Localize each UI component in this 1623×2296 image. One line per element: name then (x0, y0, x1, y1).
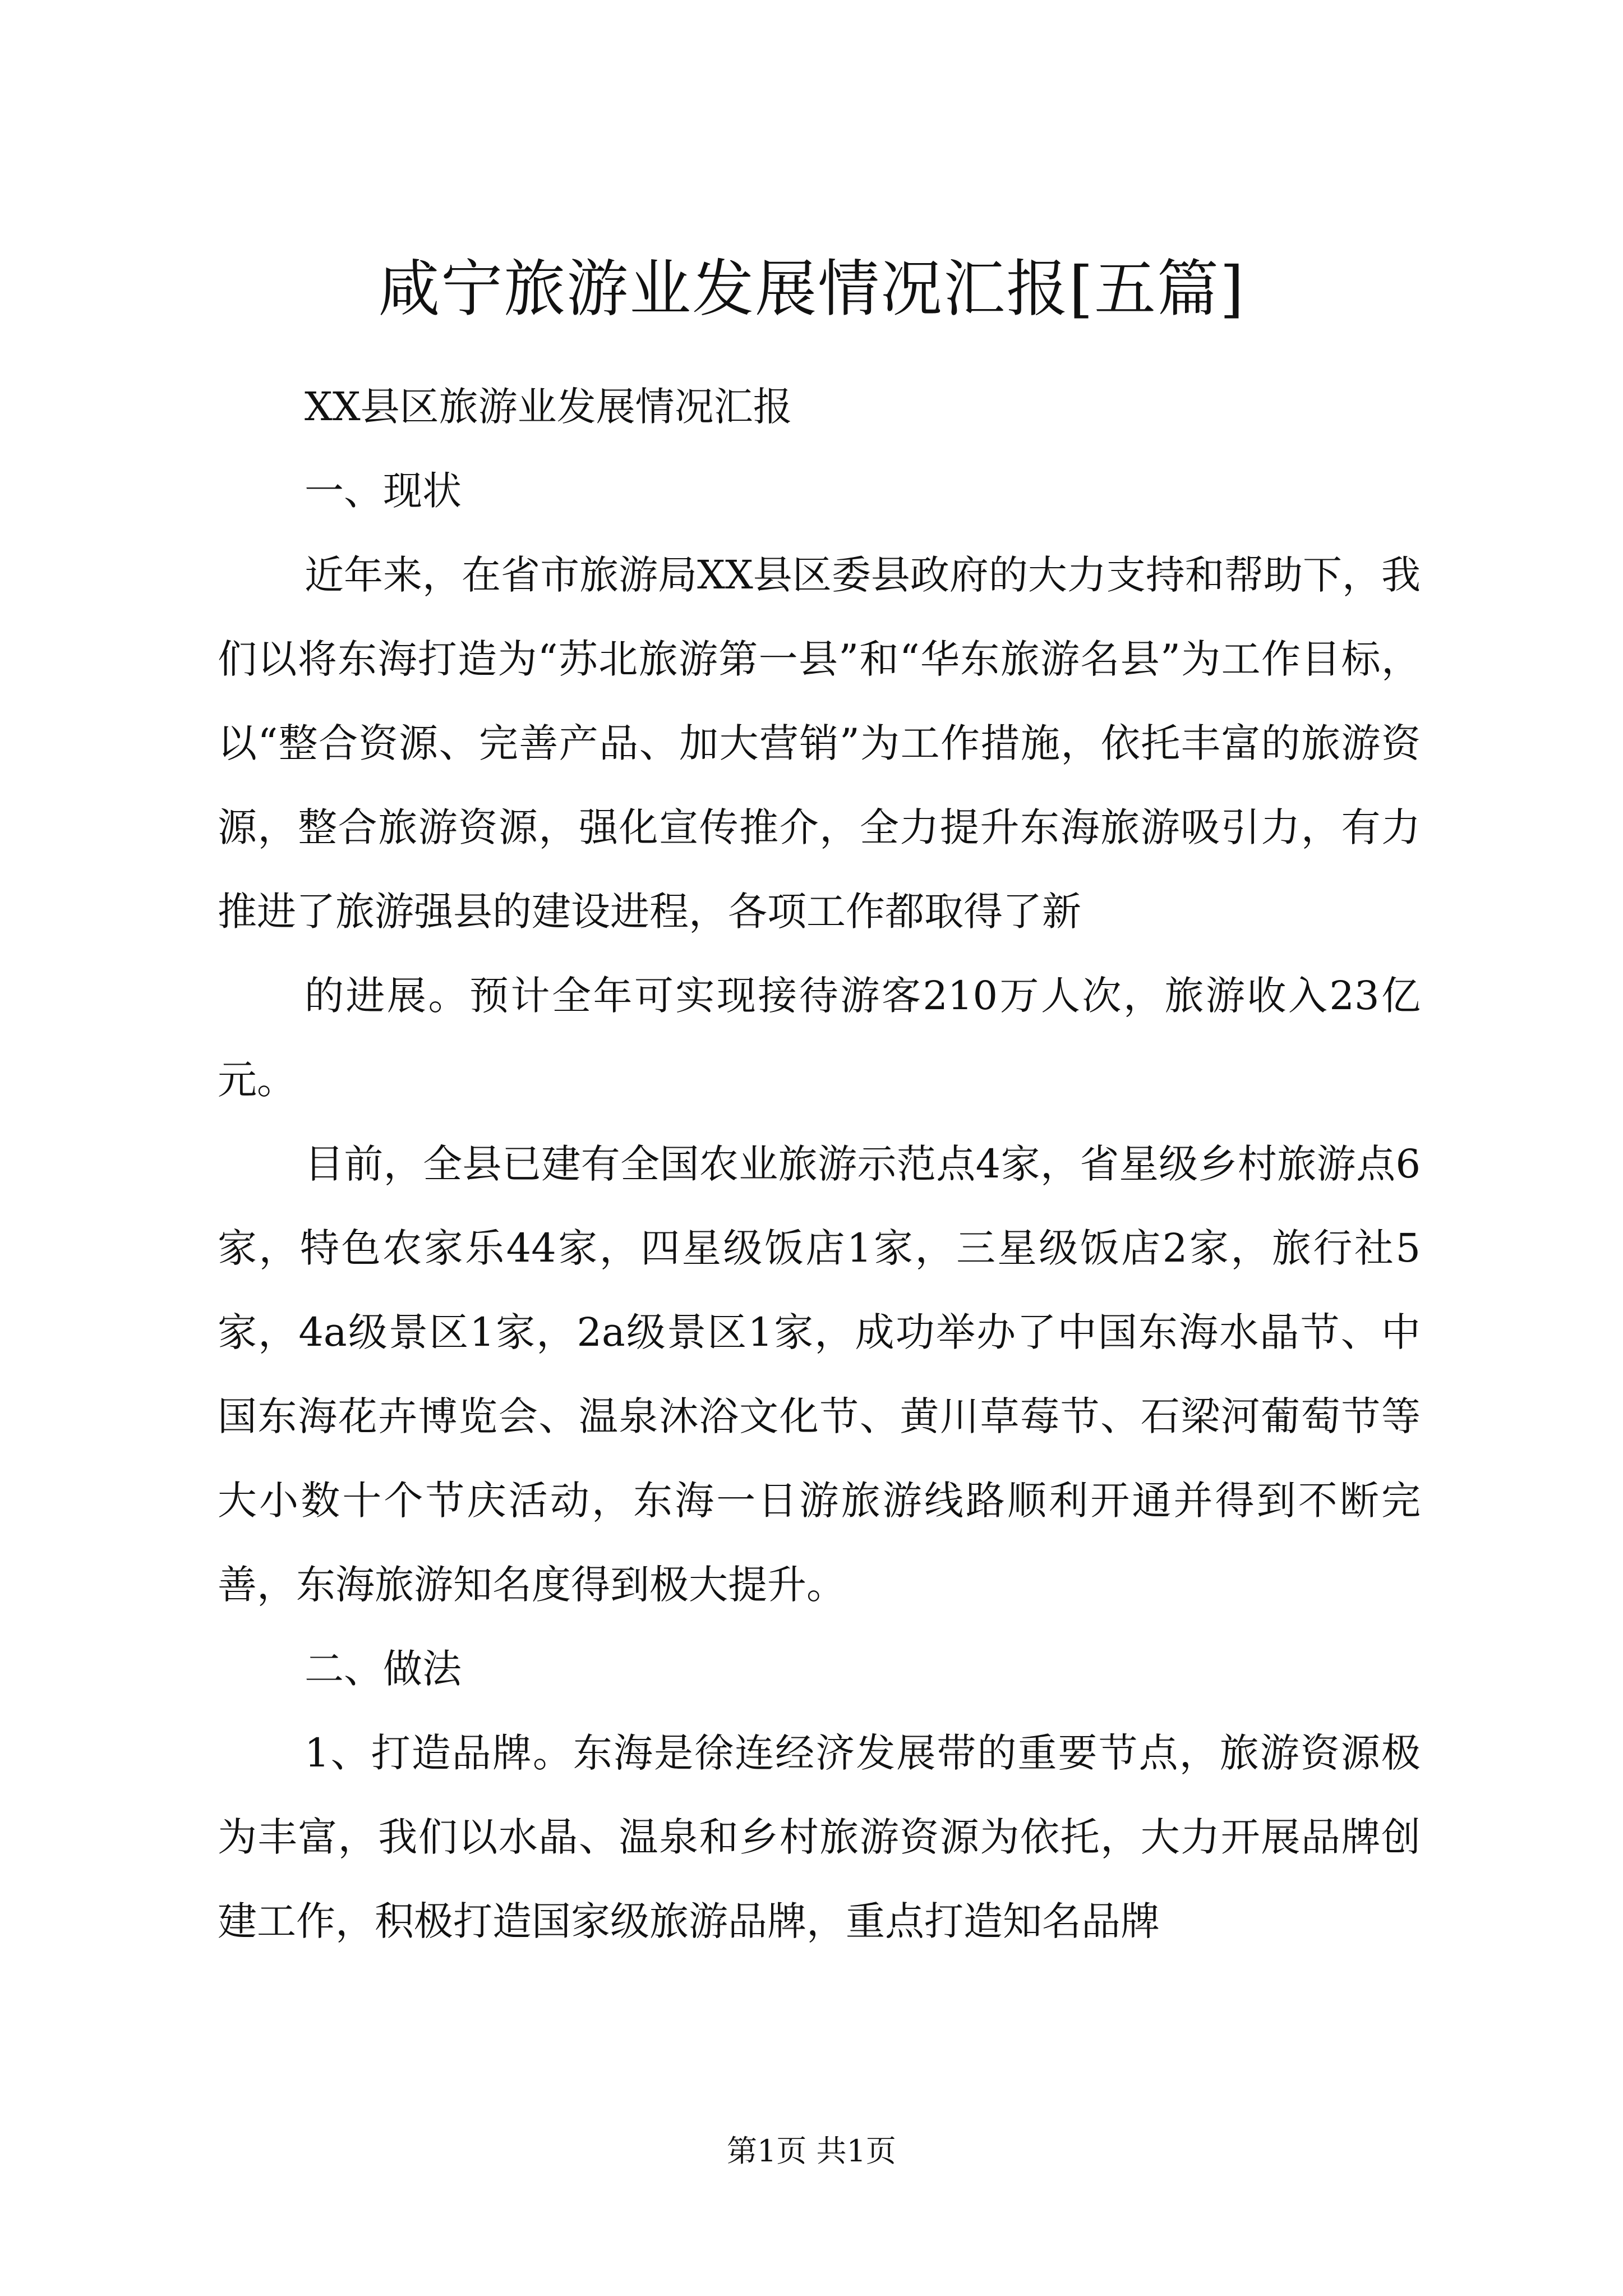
section-heading-methods: 二、做法 (305, 1646, 462, 1692)
body-paragraph: 近年来，在省市旅游局XX县区委县政府的大力支持和帮助下，我们以将东海打造为“苏北旅游第一县”和“华东旅游名县”为工作目标，以“整合资源、完善产品、加大营销”为工作措施，依托丰富的旅游资源，整合旅游资源，强化宣传推介，全力提升东海旅游吸引力，有力推进了旅游强县的建设进程，各项工作都取得了新 (218, 552, 1421, 935)
document-title: 咸宁旅游业发展情况汇报[五篇] (378, 253, 1245, 325)
body-paragraph: 的进展。预计全年可实现接待游客210万人次，旅游收入23亿元。 (218, 973, 1421, 1103)
body-paragraph: 目前，全县已建有全国农业旅游示范点4家，省星级乡村旅游点6家，特色农家乐44家，四星级饭店1家，三星级饭店2家，旅行社5家，4a级景区1家，2a级景区1家，成功举办了中国东海水晶节、中国东海花卉博览会、温泉沐浴文化节、黄川草莓节、石梁河葡萄节等大小数十个节庆活动，东海一日游旅游线路顺利开通并得到不断完善，东海旅游知名度得到极大提升。 (218, 1141, 1421, 1608)
page-footer: 第1页 共1页 (727, 2133, 896, 2169)
body-paragraph: 1、打造品牌。东海是徐连经济发展带的重要节点，旅游资源极为丰富，我们以水晶、温泉和乡村旅游资源为依托，大力开展品牌创建工作，积极打造国家级旅游品牌，重点打造知名品牌 (218, 1730, 1421, 1944)
document-body (218, 365, 1421, 1963)
section-heading-status: 一、现状 (305, 468, 462, 514)
subtitle-paragraph: XX县区旅游业发展情况汇报 (305, 384, 792, 430)
